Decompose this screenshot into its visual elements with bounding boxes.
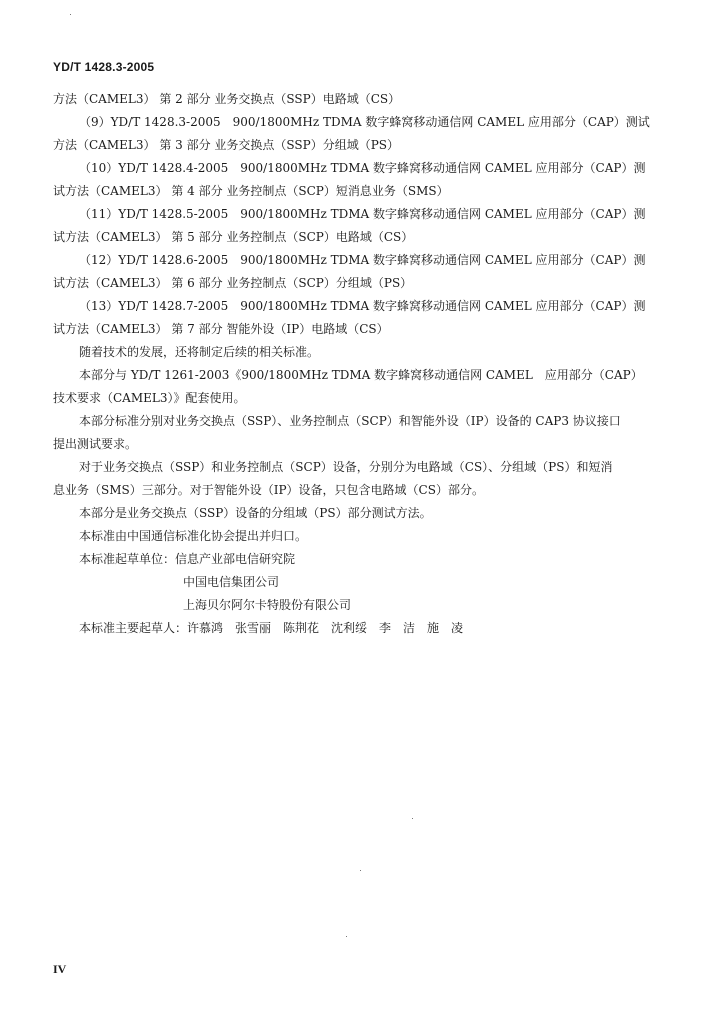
body-line: 息业务（SMS）三部分。对于智能外设（IP）设备，只包含电路域（CS）部分。 [53, 483, 484, 497]
body-line: 试方法（CAMEL3） 第 4 部分 业务控制点（SCP）短消息业务（SMS） [53, 184, 449, 198]
body-line: 技术要求（CAMEL3）》配套使用。 [53, 391, 246, 405]
scan-speck [360, 870, 361, 871]
standard-number-header: YD/T 1428.3-2005 [53, 60, 155, 74]
page-number: IV [53, 962, 67, 976]
drafting-unit: 中国电信集团公司 [183, 575, 280, 589]
body-line: 随着技术的发展，还将制定后续的相关标准。 [79, 345, 320, 359]
drafting-unit: 上海贝尔阿尔卡特股份有限公司 [183, 598, 352, 612]
body-line: 试方法（CAMEL3） 第 7 部分 智能外设（IP）电路域（CS） [53, 322, 389, 336]
body-line: 提出测试要求。 [53, 437, 138, 451]
body-line: 试方法（CAMEL3） 第 5 部分 业务控制点（SCP）电路域（CS） [53, 230, 414, 244]
body-line: 本部分是业务交换点（SSP）设备的分组域（PS）部分测试方法。 [79, 506, 432, 520]
body-line: （13）YD/T 1428.7-2005 900/1800MHz TDMA 数字蜂窝移动通信网 CAMEL 应用部分（CAP）测 [79, 299, 646, 313]
scan-speck [346, 936, 347, 937]
body-line: 本标准由中国通信标准化协会提出并归口。 [79, 529, 308, 543]
document-body [53, 88, 651, 640]
body-line: 方法（CAMEL3） 第 2 部分 业务交换点（SSP）电路域（CS） [53, 92, 401, 106]
body-line: 方法（CAMEL3） 第 3 部分 业务交换点（SSP）分组域（PS） [53, 138, 399, 152]
scan-speck [70, 14, 71, 15]
body-line: 本部分与 YD/T 1261-2003《900/1800MHz TDMA 数字蜂窝移动通信网 CAMEL 应用部分（CAP） [79, 368, 643, 382]
drafting-units-label: 本标准起草单位：信息产业部电信研究院 [79, 552, 296, 566]
body-line: （9）YD/T 1428.3-2005 900/1800MHz TDMA 数字蜂窝移动通信网 CAMEL 应用部分（CAP）测试 [79, 115, 650, 129]
body-line: 本部分标准分别对业务交换点（SSP）、业务控制点（SCP）和智能外设（IP）设备的 CAP3 协议接口 [79, 414, 621, 428]
body-line: （12）YD/T 1428.6-2005 900/1800MHz TDMA 数字蜂窝移动通信网 CAMEL 应用部分（CAP）测 [79, 253, 646, 267]
body-line: 对于业务交换点（SSP）和业务控制点（SCP）设备，分别分为电路域（CS）、分组域（PS）和短消 [79, 460, 613, 474]
body-line: （11）YD/T 1428.5-2005 900/1800MHz TDMA 数字蜂窝移动通信网 CAMEL 应用部分（CAP）测 [79, 207, 646, 221]
body-line: 试方法（CAMEL3） 第 6 部分 业务控制点（SCP）分组域（PS） [53, 276, 413, 290]
scan-speck [412, 818, 413, 819]
drafters-list: 本标准主要起草人：许慕鸿 张雪丽 陈荆花 沈利绥 李 洁 施 凌 [79, 621, 464, 635]
body-line: （10）YD/T 1428.4-2005 900/1800MHz TDMA 数字蜂窝移动通信网 CAMEL 应用部分（CAP）测 [79, 161, 646, 175]
